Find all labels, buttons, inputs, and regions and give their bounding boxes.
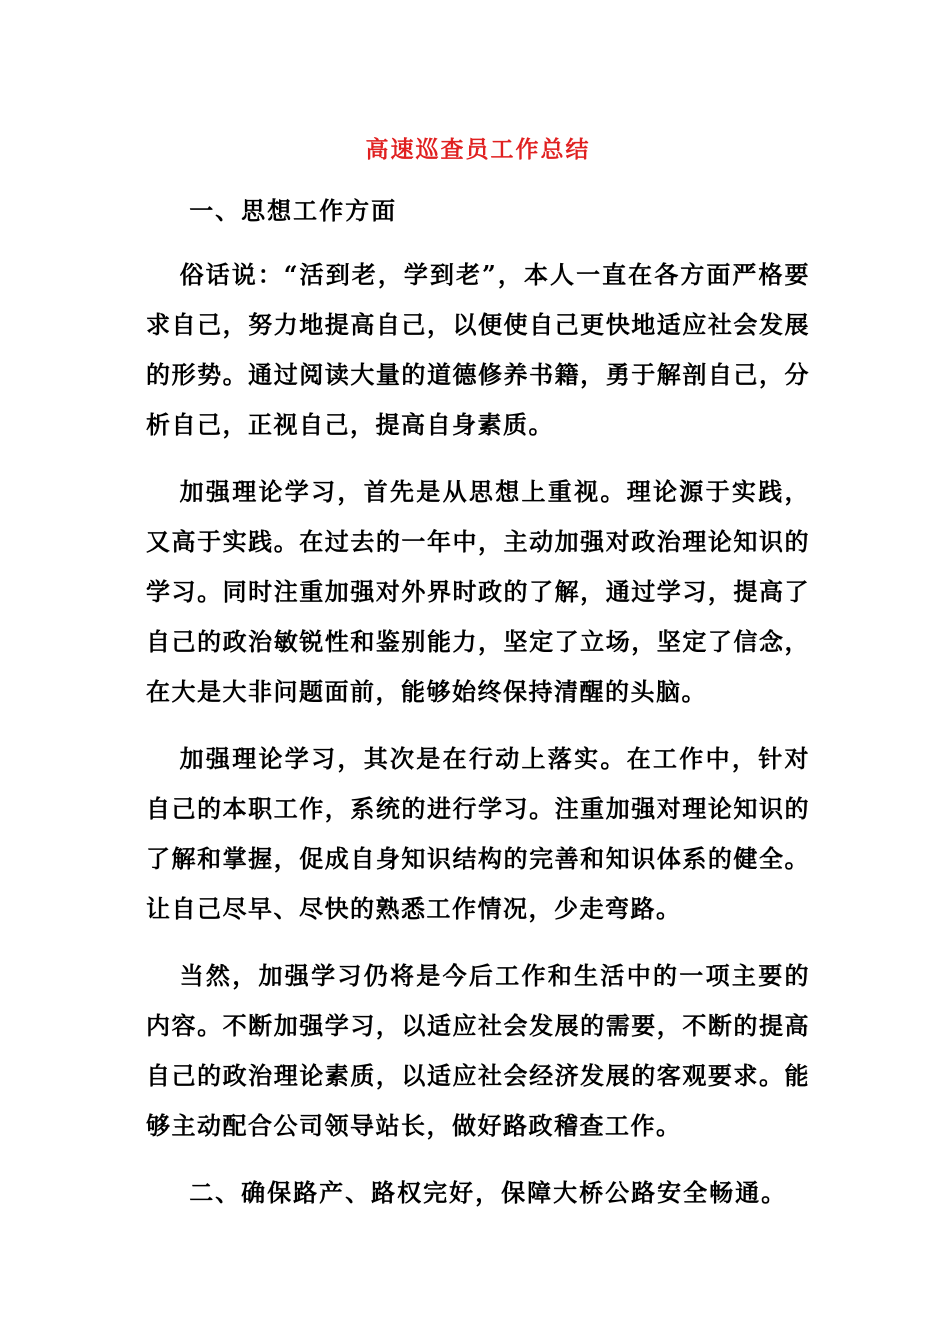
paragraph-3: 加强理论学习，其次是在行动上落实。在工作中，针对自己的本职工作，系统的进行学习。注重加强对理论知识的了解和掌握，促成自身知识结构的完善和知识体系的健全。让自己尽早、尽快的熟悉工作情况，少走弯路。: [146, 744, 810, 923]
document-body: [146, 128, 810, 1232]
document-title: 高速巡查员工作总结: [365, 136, 591, 163]
section-heading-2: 二、确保路产、路权完好，保障大桥公路安全畅通。: [189, 1178, 788, 1207]
section-heading-1: 一、思想工作方面: [189, 196, 398, 225]
paragraph-2: 加强理论学习，首先是从思想上重视。理论源于实践，又高于实践。在过去的一年中，主动加强对政治理论知识的学习。同时注重加强对外界时政的了解，通过学习，提高了自己的政治敏锐性和鉴别能力，坚定了立场，坚定了信念，在大是大非问题面前，能够始终保持清醒的头脑。: [146, 477, 810, 706]
paragraph-1: 俗话说：“活到老，学到老”，本人一直在各方面严格要求自己，努力地提高自己，以便使自己更快地适应社会发展的形势。通过阅读大量的道德修养书籍，勇于解剖自己，分析自己，正视自己，提高自身素质。: [146, 260, 810, 439]
paragraph-4: 当然，加强学习仍将是今后工作和生活中的一项主要的内容。不断加强学习，以适应社会发展的需要，不断的提高自己的政治理论素质，以适应社会经济发展的客观要求。能够主动配合公司领导站长，做好路政稽查工作。: [146, 961, 810, 1140]
